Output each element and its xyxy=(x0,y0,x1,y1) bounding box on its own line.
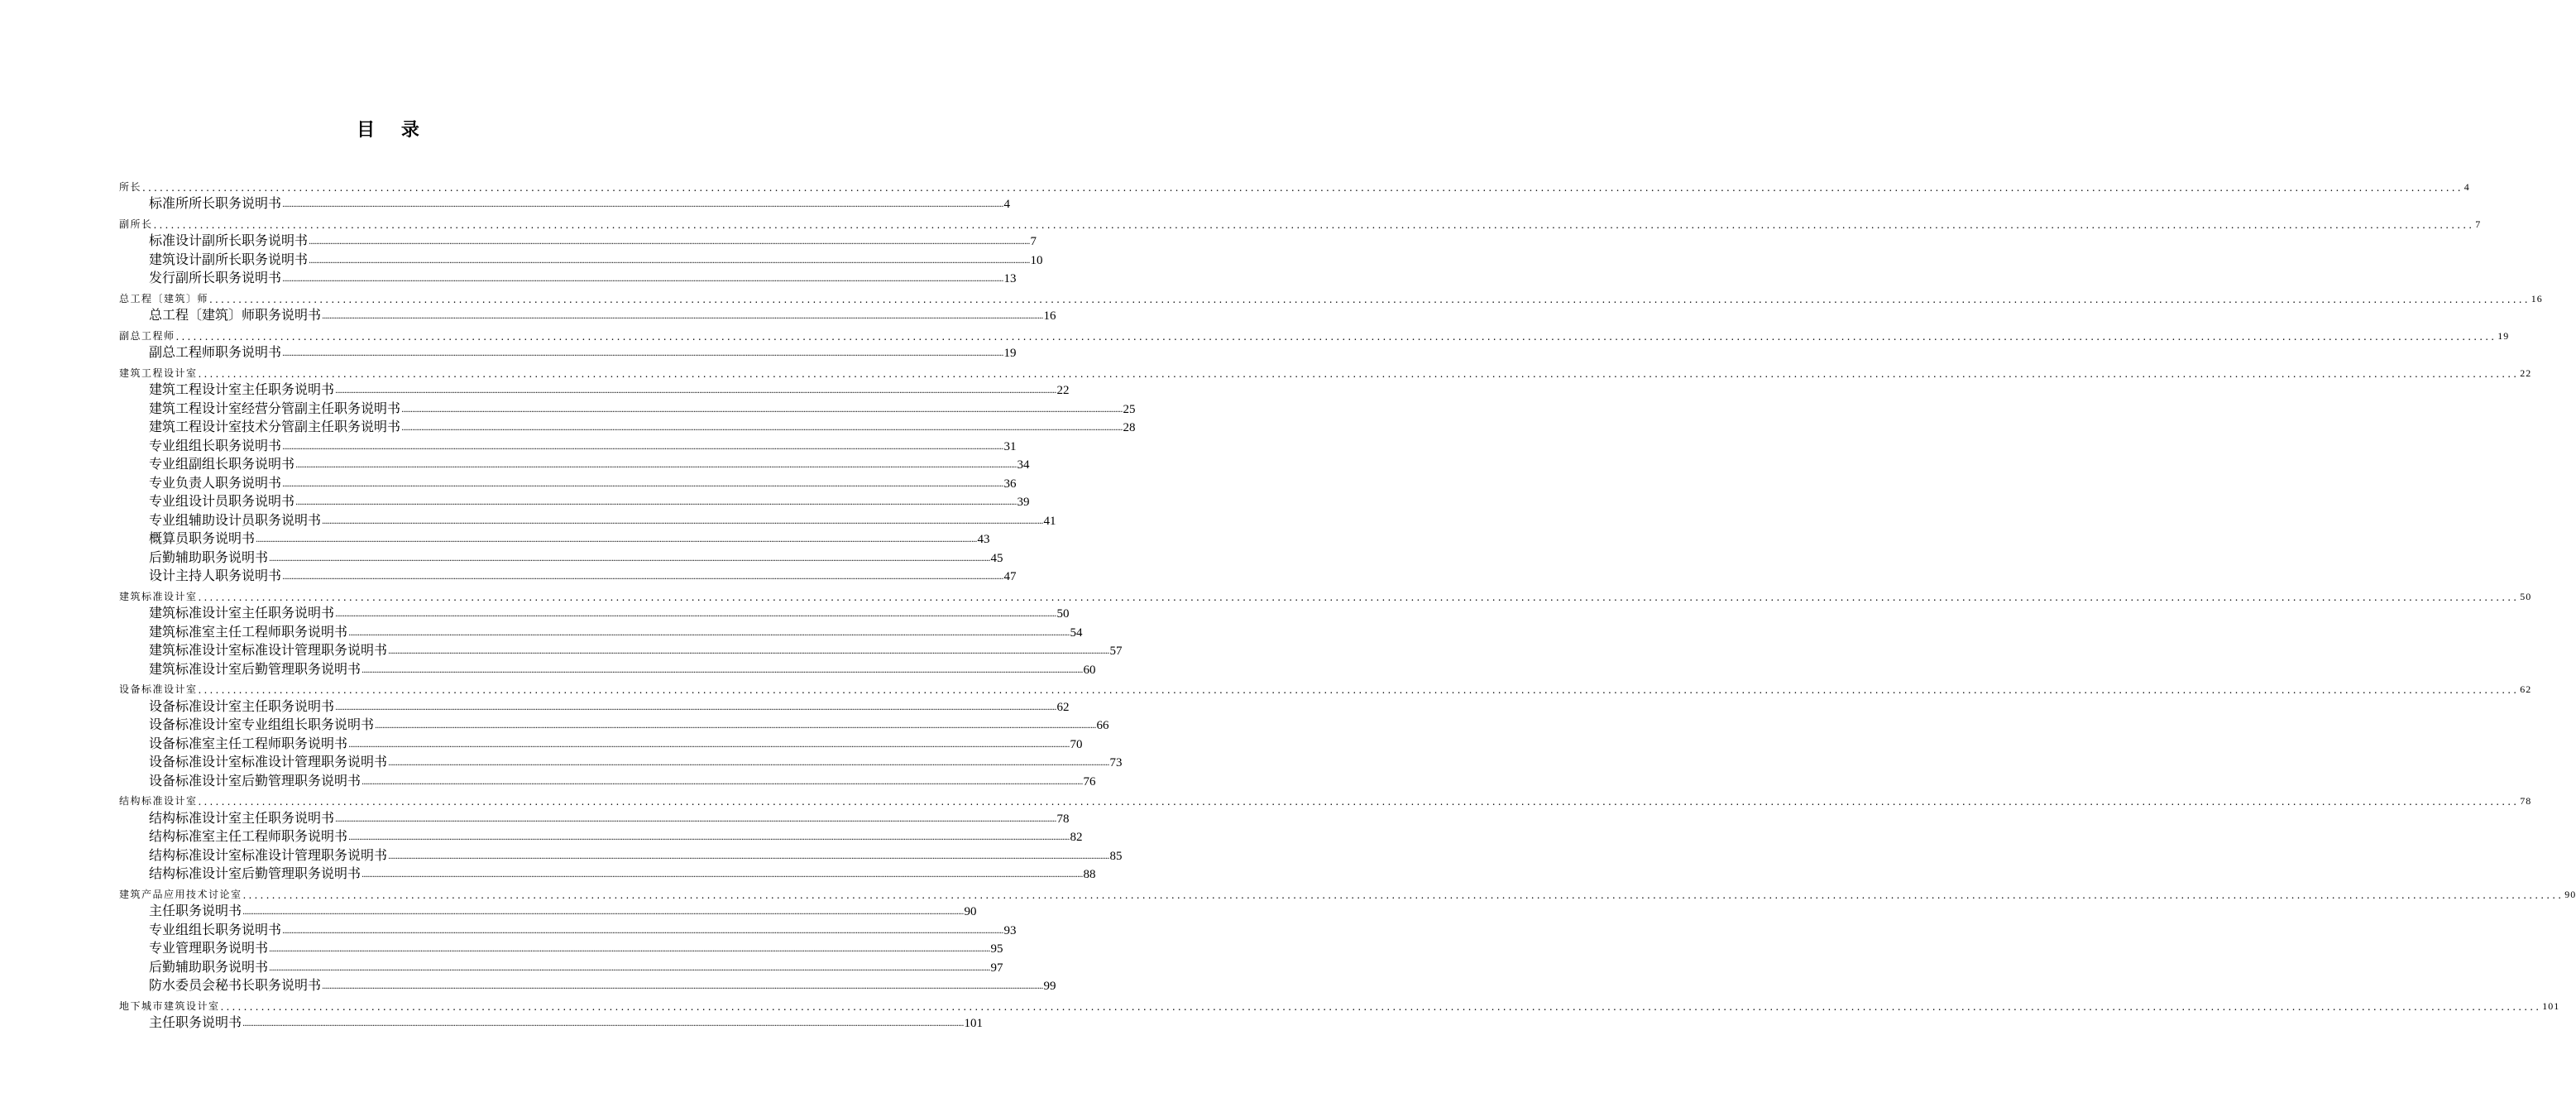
toc-dot-leader: ................................................................................................................................................................................................................................................................................................................................................................................................................ xyxy=(348,833,1070,842)
toc-subentry[interactable] xyxy=(119,454,1030,473)
toc-entry-title: 专业组组长职务说明书 xyxy=(149,921,282,937)
toc-dot-leader: ................................................................................................................................................................................................................................................................................................................................................................................................................ xyxy=(388,759,1109,768)
toc-dot-leader: ................................................................................................................................................................................................................................................................................................................................................................................................................ xyxy=(142,181,2463,194)
toc-subentry[interactable] xyxy=(119,659,1096,678)
toc-subentry[interactable] xyxy=(119,566,1017,585)
toc-page-number: 4 xyxy=(2463,180,2470,193)
toc-subentry[interactable] xyxy=(119,901,977,920)
toc-dot-leader: ................................................................................................................................................................................................................................................................................................................................................................................................................ xyxy=(242,1019,964,1028)
toc-subentry[interactable] xyxy=(119,956,1003,975)
toc-entry-title: 主任职务说明书 xyxy=(149,903,242,918)
toc-subentry[interactable] xyxy=(119,194,1010,213)
toc-entry-title: 标准所所长职务说明书 xyxy=(149,195,282,211)
toc-entry-title: 建筑产品应用技术讨论室 xyxy=(119,888,242,900)
toc-subentry[interactable] xyxy=(119,603,1070,622)
toc-subentry[interactable] xyxy=(119,919,1017,938)
toc-section-entry[interactable] xyxy=(119,324,2510,343)
toc-dot-leader: ................................................................................................................................................................................................................................................................................................................................................................................................................ xyxy=(242,889,2564,901)
toc-page-number: 41 xyxy=(1043,514,1056,528)
toc-subentry[interactable] xyxy=(119,975,1056,995)
toc-subentry[interactable] xyxy=(119,715,1109,734)
toc-entry-title: 防水委员会秘书长职务说明书 xyxy=(149,977,322,993)
toc-entry-title: 建筑工程设计室 xyxy=(119,367,198,379)
toc-subentry[interactable] xyxy=(119,621,1083,640)
toc-page-number: 22 xyxy=(2520,367,2532,379)
toc-dot-leader: ................................................................................................................................................................................................................................................................................................................................................................................................................ xyxy=(220,1000,2542,1013)
toc-subentry[interactable] xyxy=(119,343,1017,362)
toc-subentry[interactable] xyxy=(119,417,1136,436)
toc-subentry[interactable] xyxy=(119,938,1003,957)
toc-entry-title: 专业组组长职务说明书 xyxy=(149,437,282,453)
toc-page-number: 7 xyxy=(2475,218,2482,230)
toc-subentry[interactable] xyxy=(119,752,1123,771)
toc-page-number: 66 xyxy=(1096,719,1109,732)
toc-page-number: 7 xyxy=(1030,235,1037,248)
toc-dot-leader: ................................................................................................................................................................................................................................................................................................................................................................................................................ xyxy=(198,796,2520,808)
toc-subentry[interactable] xyxy=(119,770,1096,789)
toc-dot-leader: ................................................................................................................................................................................................................................................................................................................................................................................................................ xyxy=(362,665,1083,675)
toc-dot-leader: ................................................................................................................................................................................................................................................................................................................................................................................................................ xyxy=(348,628,1070,638)
toc-subentry[interactable] xyxy=(119,529,990,548)
toc-page-number: 28 xyxy=(1123,421,1136,434)
toc-page-number: 47 xyxy=(1003,570,1017,583)
toc-page-number: 90 xyxy=(964,905,977,918)
toc-page-number: 25 xyxy=(1123,402,1136,416)
toc-entry-title: 建筑工程设计室主任职务说明书 xyxy=(149,381,335,397)
toc-page-number: 34 xyxy=(1017,458,1030,472)
toc-dot-leader: ................................................................................................................................................................................................................................................................................................................................................................................................................ xyxy=(388,851,1109,861)
toc-page-number: 88 xyxy=(1083,868,1096,881)
toc-entry-title: 专业组副组长职务说明书 xyxy=(149,456,295,472)
toc-dot-leader: ................................................................................................................................................................................................................................................................................................................................................................................................................ xyxy=(256,535,977,544)
toc-dot-leader: ................................................................................................................................................................................................................................................................................................................................................................................................................ xyxy=(335,702,1056,712)
toc-dot-leader: ................................................................................................................................................................................................................................................................................................................................................................................................................ xyxy=(322,516,1043,526)
toc-page-number: 4 xyxy=(1003,198,1010,211)
toc-entry-title: 结构标准设计室 xyxy=(119,795,198,807)
toc-entry-title: 专业组辅助设计员职务说明书 xyxy=(149,511,322,528)
toc-subentry[interactable] xyxy=(119,435,1017,454)
toc-section-entry[interactable] xyxy=(119,175,2470,194)
toc-dot-leader: ................................................................................................................................................................................................................................................................................................................................................................................................................ xyxy=(335,610,1056,619)
toc-entry-title: 发行副所长职务说明书 xyxy=(149,270,282,285)
toc-page-number: 57 xyxy=(1109,645,1123,658)
toc-dot-leader: ................................................................................................................................................................................................................................................................................................................................................................................................................ xyxy=(153,218,2475,231)
toc-dot-leader: ................................................................................................................................................................................................................................................................................................................................................................................................................ xyxy=(309,256,1030,266)
table-of-contents xyxy=(119,175,2576,1031)
toc-page-number: 95 xyxy=(990,942,1003,956)
toc-page-number: 45 xyxy=(990,551,1003,565)
toc-section-entry[interactable] xyxy=(119,584,2532,603)
toc-entry-title: 建筑标准室主任工程师职务说明书 xyxy=(149,623,348,640)
toc-page-number: 31 xyxy=(1003,439,1017,453)
toc-page-number: 73 xyxy=(1109,756,1123,769)
toc-subentry[interactable] xyxy=(119,845,1123,864)
toc-subentry[interactable] xyxy=(119,510,1056,529)
toc-entry-title: 后勤辅助职务说明书 xyxy=(149,958,269,975)
toc-dot-leader: ................................................................................................................................................................................................................................................................................................................................................................................................................ xyxy=(335,814,1056,824)
toc-entry-title: 总工程〔建筑〕师 xyxy=(119,292,209,304)
toc-dot-leader: ................................................................................................................................................................................................................................................................................................................................................................................................................ xyxy=(388,647,1109,656)
toc-entry-title: 所长 xyxy=(119,180,142,193)
toc-entry-title: 建筑标准设计室主任职务说明书 xyxy=(149,605,335,621)
toc-subentry[interactable] xyxy=(119,547,1003,566)
toc-dot-leader: ................................................................................................................................................................................................................................................................................................................................................................................................................ xyxy=(282,573,1003,582)
toc-subentry[interactable] xyxy=(119,305,1056,324)
toc-page-number: 54 xyxy=(1070,626,1083,640)
toc-subentry[interactable] xyxy=(119,1013,983,1032)
toc-entry-title: 建筑标准设计室 xyxy=(119,590,198,602)
toc-page-number: 97 xyxy=(990,961,1003,975)
toc-page-number: 43 xyxy=(977,533,990,546)
toc-entry-title: 总工程〔建筑〕师职务说明书 xyxy=(149,307,322,323)
toc-page-number: 13 xyxy=(1003,272,1017,285)
toc-page-number: 93 xyxy=(1003,923,1017,937)
toc-dot-leader: ................................................................................................................................................................................................................................................................................................................................................................................................................ xyxy=(198,684,2520,696)
toc-dot-leader: ................................................................................................................................................................................................................................................................................................................................................................................................................ xyxy=(401,405,1123,415)
toc-page-number: 76 xyxy=(1083,774,1096,788)
toc-subentry[interactable] xyxy=(119,733,1083,752)
toc-page-number: 70 xyxy=(1070,737,1083,751)
toc-page-number: 62 xyxy=(2520,683,2532,695)
toc-subentry[interactable] xyxy=(119,864,1096,883)
toc-entry-title: 设备标准室主任工程师职务说明书 xyxy=(149,735,348,751)
toc-page-number: 16 xyxy=(1043,309,1056,323)
toc-entry-title: 专业组设计员职务说明书 xyxy=(149,493,295,509)
toc-dot-leader: ................................................................................................................................................................................................................................................................................................................................................................................................................ xyxy=(282,200,1003,209)
toc-page-number: 22 xyxy=(1056,384,1070,397)
toc-title: 目 录 xyxy=(357,120,429,141)
toc-dot-leader: ................................................................................................................................................................................................................................................................................................................................................................................................................ xyxy=(362,870,1083,880)
toc-page-number: 101 xyxy=(2542,999,2560,1012)
toc-dot-leader: ................................................................................................................................................................................................................................................................................................................................................................................................................ xyxy=(242,908,964,917)
toc-page-number: 85 xyxy=(1109,849,1123,863)
toc-section-entry[interactable] xyxy=(119,678,2532,697)
toc-entry-title: 设备标准设计室后勤管理职务说明书 xyxy=(149,772,362,788)
toc-page-number: 78 xyxy=(1056,812,1070,826)
toc-page-number: 39 xyxy=(1017,496,1030,509)
toc-entry-title: 专业负责人职务说明书 xyxy=(149,474,282,491)
toc-entry-title: 建筑设计副所长职务说明书 xyxy=(149,251,309,267)
toc-page-number: 50 xyxy=(2520,590,2532,602)
toc-dot-leader: ................................................................................................................................................................................................................................................................................................................................................................................................................ xyxy=(269,945,990,954)
toc-page-number: 101 xyxy=(964,1017,983,1030)
toc-entry-title: 结构标准室主任工程师职务说明书 xyxy=(149,828,348,844)
toc-section-entry[interactable] xyxy=(119,286,2543,305)
toc-section-entry[interactable] xyxy=(119,789,2532,808)
toc-page-number: 19 xyxy=(1003,347,1017,360)
toc-entry-title: 结构标准设计室主任职务说明书 xyxy=(149,809,335,826)
toc-subentry[interactable] xyxy=(119,472,1017,491)
toc-subentry[interactable] xyxy=(119,827,1083,846)
toc-dot-leader: ................................................................................................................................................................................................................................................................................................................................................................................................................ xyxy=(282,479,1003,489)
toc-dot-leader: ................................................................................................................................................................................................................................................................................................................................................................................................................ xyxy=(209,293,2531,305)
toc-page-number: 16 xyxy=(2531,292,2543,304)
toc-dot-leader: ................................................................................................................................................................................................................................................................................................................................................................................................................ xyxy=(269,963,990,973)
toc-page-number: 19 xyxy=(2497,329,2510,342)
toc-dot-leader: ................................................................................................................................................................................................................................................................................................................................................................................................................ xyxy=(282,926,1003,936)
toc-subentry[interactable] xyxy=(119,640,1123,659)
toc-entry-title: 设备标准设计室主任职务说明书 xyxy=(149,697,335,714)
toc-page-number: 99 xyxy=(1043,980,1056,993)
toc-subentry[interactable] xyxy=(119,808,1070,827)
toc-entry-title: 专业管理职务说明书 xyxy=(149,940,269,956)
toc-entry-title: 建筑工程设计室技术分管副主任职务说明书 xyxy=(149,419,401,434)
toc-dot-leader: ................................................................................................................................................................................................................................................................................................................................................................................................................ xyxy=(175,330,2497,343)
toc-entry-title: 副总工程师 xyxy=(119,329,175,342)
toc-dot-leader: ................................................................................................................................................................................................................................................................................................................................................................................................................ xyxy=(375,721,1096,731)
toc-page-number: 62 xyxy=(1056,700,1070,714)
toc-entry-title: 设计主持人职务说明书 xyxy=(149,568,282,583)
toc-section-entry[interactable] xyxy=(119,361,2532,380)
toc-subentry[interactable] xyxy=(119,380,1070,399)
toc-entry-title: 副总工程师职务说明书 xyxy=(149,344,282,360)
toc-entry-title: 设备标准设计室 xyxy=(119,683,198,695)
toc-entry-title: 结构标准设计室标准设计管理职务说明书 xyxy=(149,846,388,863)
toc-entry-title: 建筑工程设计室经营分管副主任职务说明书 xyxy=(149,400,401,416)
toc-entry-title: 建筑标准设计室标准设计管理职务说明书 xyxy=(149,642,388,658)
toc-dot-leader: ................................................................................................................................................................................................................................................................................................................................................................................................................ xyxy=(362,777,1083,787)
toc-entry-title: 结构标准设计室后勤管理职务说明书 xyxy=(149,865,362,881)
toc-page-number: 10 xyxy=(1030,253,1043,267)
toc-page-number: 82 xyxy=(1070,831,1083,844)
toc-subentry[interactable] xyxy=(119,231,1037,250)
toc-subentry[interactable] xyxy=(119,268,1017,287)
toc-dot-leader: ................................................................................................................................................................................................................................................................................................................................................................................................................ xyxy=(322,982,1043,991)
toc-entry-title: 副所长 xyxy=(119,218,153,230)
toc-dot-leader: ................................................................................................................................................................................................................................................................................................................................................................................................................ xyxy=(282,442,1003,452)
toc-subentry[interactable] xyxy=(119,491,1030,510)
toc-dot-leader: ................................................................................................................................................................................................................................................................................................................................................................................................................ xyxy=(295,498,1017,507)
toc-dot-leader: ................................................................................................................................................................................................................................................................................................................................................................................................................ xyxy=(198,591,2520,603)
toc-entry-title: 设备标准设计室标准设计管理职务说明书 xyxy=(149,754,388,769)
toc-page-number: 78 xyxy=(2520,795,2532,807)
toc-page-number: 90 xyxy=(2564,888,2576,900)
toc-page-number: 36 xyxy=(1003,477,1017,491)
toc-section-entry[interactable] xyxy=(119,882,2576,901)
toc-entry-title: 建筑标准设计室后勤管理职务说明书 xyxy=(149,660,362,677)
toc-dot-leader: ................................................................................................................................................................................................................................................................................................................................................................................................................ xyxy=(269,554,990,563)
toc-dot-leader: ................................................................................................................................................................................................................................................................................................................................................................................................................ xyxy=(401,424,1123,433)
toc-dot-leader: ................................................................................................................................................................................................................................................................................................................................................................................................................ xyxy=(309,237,1030,247)
toc-entry-title: 标准设计副所长职务说明书 xyxy=(149,232,309,248)
toc-entry-title: 设备标准设计室专业组组长职务说明书 xyxy=(149,717,375,732)
toc-entry-title: 后勤辅助职务说明书 xyxy=(149,549,269,565)
toc-dot-leader: ................................................................................................................................................................................................................................................................................................................................................................................................................ xyxy=(282,349,1003,358)
toc-dot-leader: ................................................................................................................................................................................................................................................................................................................................................................................................................ xyxy=(322,312,1043,321)
toc-subentry[interactable] xyxy=(119,398,1136,417)
toc-section-entry[interactable] xyxy=(119,212,2482,231)
toc-subentry[interactable] xyxy=(119,249,1043,268)
toc-dot-leader: ................................................................................................................................................................................................................................................................................................................................................................................................................ xyxy=(335,386,1056,395)
toc-page-number: 50 xyxy=(1056,607,1070,621)
toc-entry-title: 地下城市建筑设计室 xyxy=(119,999,220,1012)
toc-entry-title: 主任职务说明书 xyxy=(149,1014,242,1030)
toc-dot-leader: ................................................................................................................................................................................................................................................................................................................................................................................................................ xyxy=(295,461,1017,470)
toc-dot-leader: ................................................................................................................................................................................................................................................................................................................................................................................................................ xyxy=(282,275,1003,284)
toc-page-number: 60 xyxy=(1083,663,1096,677)
toc-entry-title: 概算员职务说明书 xyxy=(149,530,256,546)
toc-dot-leader: ................................................................................................................................................................................................................................................................................................................................................................................................................ xyxy=(348,740,1070,750)
toc-dot-leader: ................................................................................................................................................................................................................................................................................................................................................................................................................ xyxy=(198,367,2520,380)
toc-section-entry[interactable] xyxy=(119,994,2560,1013)
toc-subentry[interactable] xyxy=(119,696,1070,715)
